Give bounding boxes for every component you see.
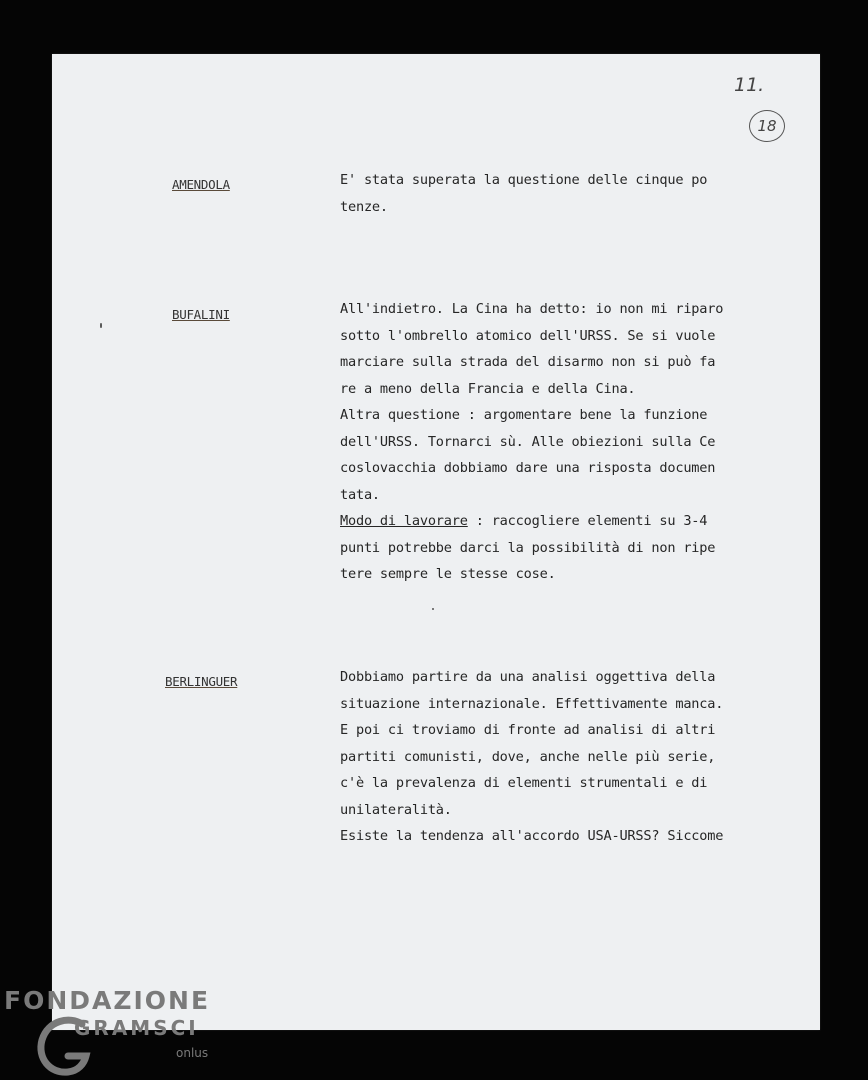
text-line xyxy=(340,508,780,535)
paper-speck xyxy=(432,608,434,610)
text-line: E poi ci troviamo di fronte ad analisi di altri xyxy=(340,722,716,738)
text-line: unilateralità. xyxy=(340,801,452,818)
text-line: situazione internazionale. Effettivamente manca. xyxy=(340,695,724,712)
text-line: c'è la prevalenza di elementi strumentali e di xyxy=(340,775,708,791)
speaker-amendola: AMENDOLA xyxy=(172,177,230,192)
paragraph-amendola xyxy=(340,167,780,220)
text-line: tenze. xyxy=(340,198,388,215)
text-line: coslovacchia dobbiamo dare una risposta documen xyxy=(340,460,716,476)
text-line: tata. xyxy=(340,486,380,503)
text-line: E' stata superata la questione delle cinque po xyxy=(340,172,708,188)
folio-number: 11. xyxy=(734,74,765,96)
text-line: dell'URSS. Tornarci sù. Alle obiezioni sulla Ce xyxy=(340,433,716,450)
text-line: All'indietro. La Cina ha detto: io non mi riparo xyxy=(340,301,724,317)
text-line: marciare sulla strada del disarmo non si può fa xyxy=(340,354,716,370)
text-line: tere sempre le stesse cose. xyxy=(340,566,556,582)
text-line-tail: : raccogliere elementi su 3-4 xyxy=(467,513,708,529)
fondazione-gramsci-watermark xyxy=(4,986,234,1080)
text-line: Dobbiamo partire da una analisi oggettiva della xyxy=(340,669,716,685)
text-line: Altra questione : argomentare bene la funzione xyxy=(340,407,708,423)
paragraph-bufalini xyxy=(340,296,780,588)
text-line: partiti comunisti, dove, anche nelle più serie, xyxy=(340,748,716,765)
speaker-bufalini: BUFALINI xyxy=(172,307,230,322)
underlined-heading: Modo di lavorare xyxy=(340,513,468,529)
text-line: punti potrebbe darci la possibilità di non ripe xyxy=(340,539,716,556)
watermark-line-1: FONDAZIONE xyxy=(4,986,211,1015)
speaker-berlinguer: BERLINGUER xyxy=(165,674,238,689)
text-line: Esiste la tendenza all'accordo USA-URSS? Siccome xyxy=(340,828,724,844)
circled-page-number: 18 xyxy=(749,110,785,142)
watermark-line-3: onlus xyxy=(176,1046,209,1060)
text-line: re a meno della Francia e della Cina. xyxy=(340,380,636,397)
watermark-line-2: GRAMSCI xyxy=(74,1016,199,1040)
paragraph-berlinguer xyxy=(340,664,780,850)
margin-mark xyxy=(100,323,102,328)
text-line: sotto l'ombrello atomico dell'URSS. Se si vuole xyxy=(340,327,716,344)
